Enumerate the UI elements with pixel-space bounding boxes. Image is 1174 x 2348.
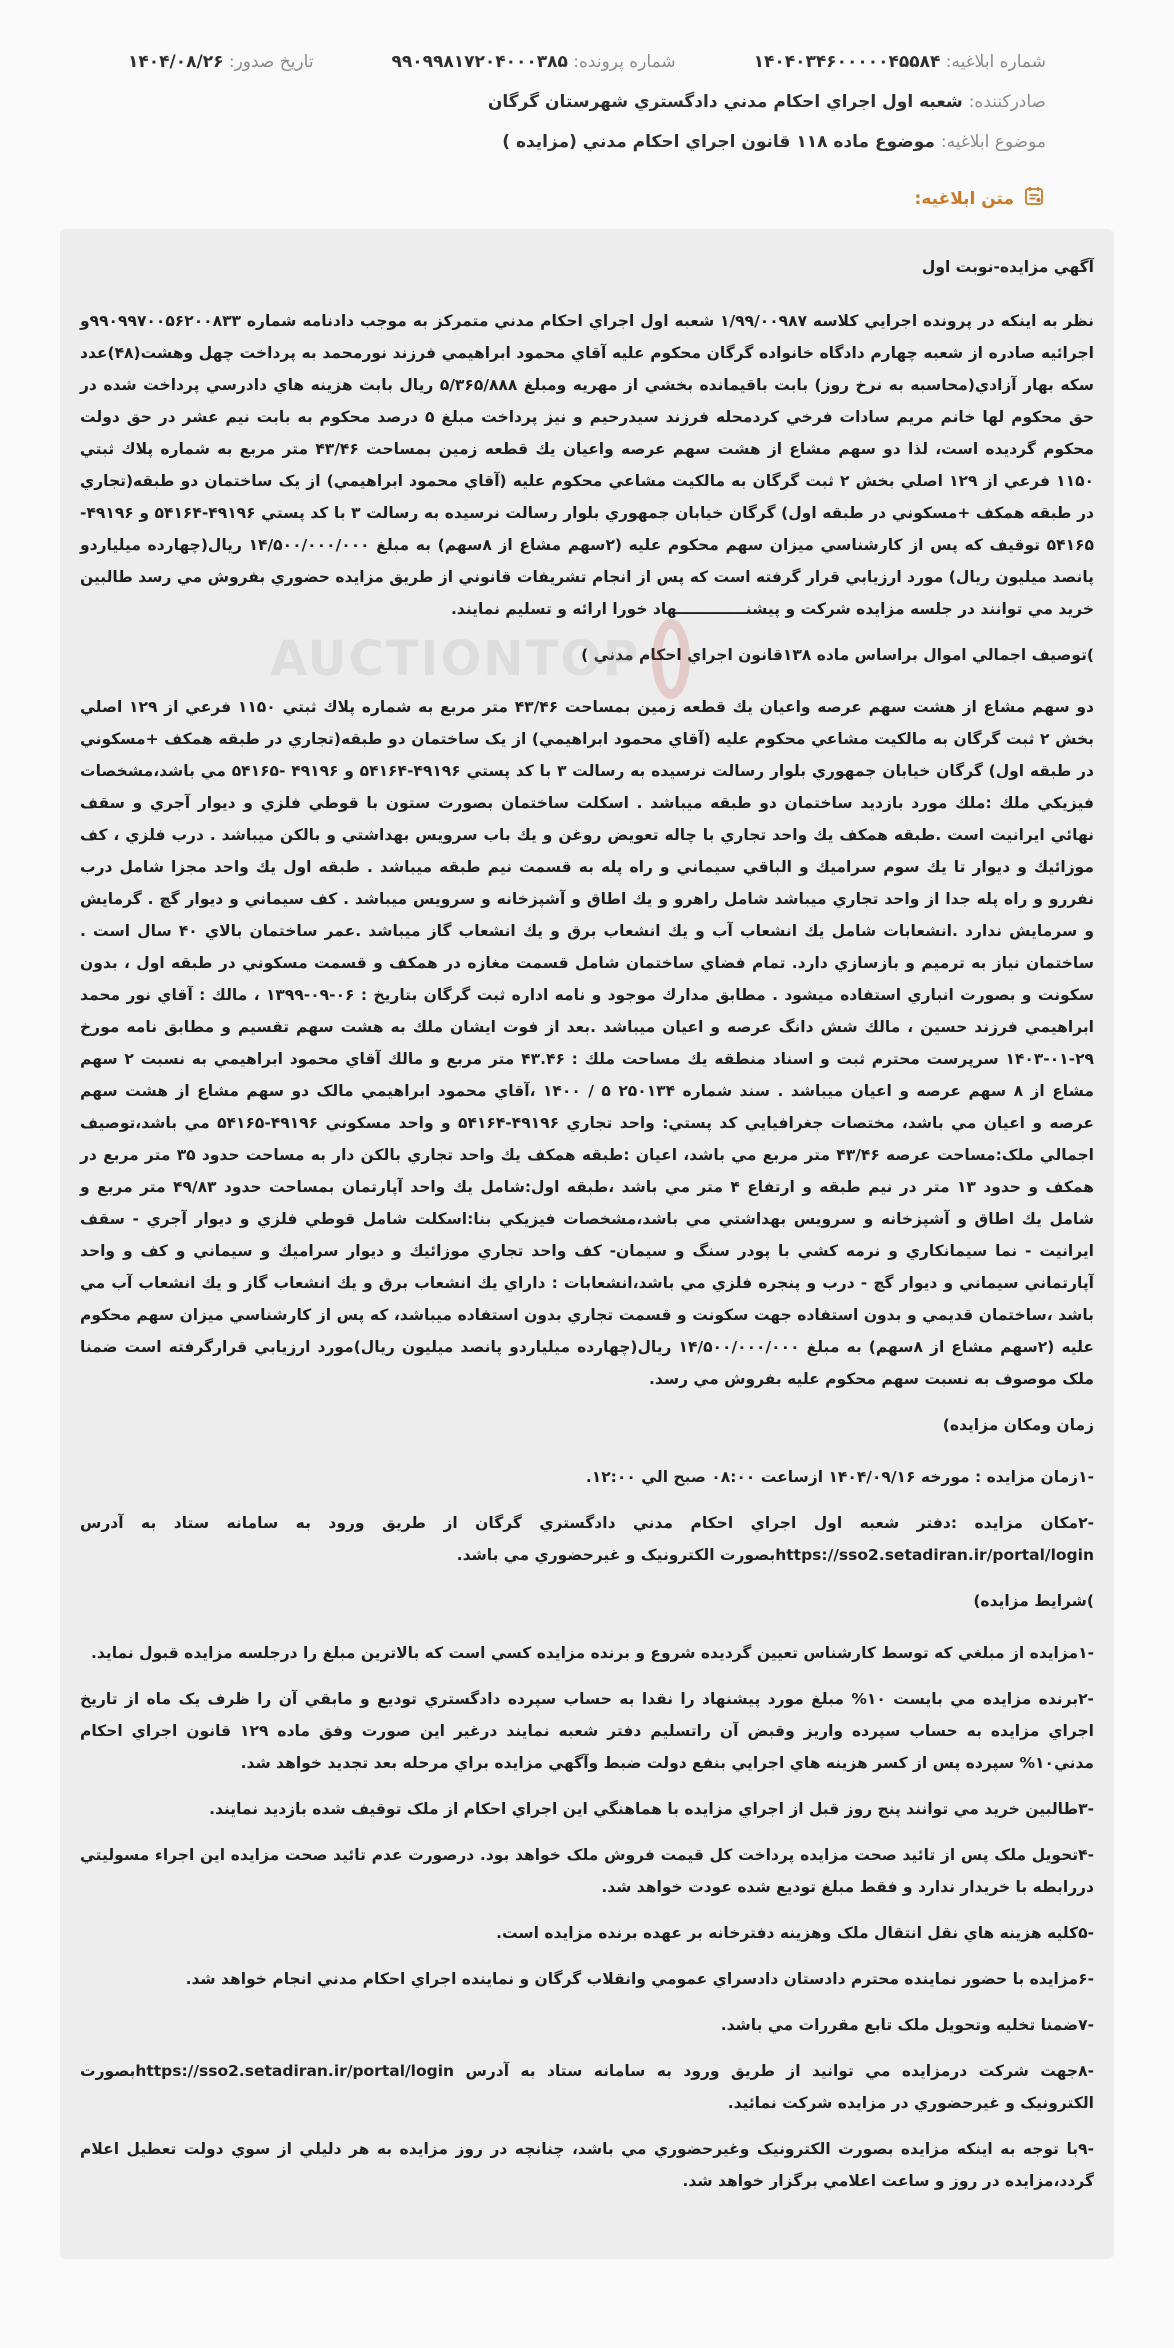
watermark-text: AUCTIONTOP xyxy=(270,631,641,687)
condition-item-4: -۴تحويل ملک پس از تائيد صحت مزايده پرداخت کل قيمت فروش ملک خواهد بود. درصورت عدم تائيد صحت مزايده اين اجراء مسوليتي دررابطه با خريدار ندارد و فقط مبلغ توديع شده عودت خواهد شد. xyxy=(80,1846,1094,1896)
case-number-value: ۹۹۰۹۹۸۱۷۲۰۴۰۰۰۳۸۵ xyxy=(391,52,568,72)
condition-item-9: -۹با توجه به اينکه مزايده بصورت الکترونيک وغيرحضوري مي باشد، چنانچه در روز مزايده به هر دليلي از سوي دولت تعطيل اعلام گردد،مزايده در روز و ساعت اعلامي برگزار خواهد شد. xyxy=(80,2140,1094,2190)
notice-number-label: شماره ابلاغيه: xyxy=(945,52,1046,72)
time-item: -۱زمان مزايده : مورخه ۱۴۰۴/۰۹/۱۶ ازساعت ۰۸:۰۰ صبح الي ۱۲:۰۰. xyxy=(585,1468,1094,1486)
case-number-label: شماره پرونده: xyxy=(573,52,676,72)
issuer-value: شعبه اول اجراي احكام مدني دادگستري شهرستان گرگان xyxy=(487,92,963,112)
paragraph-description: دو سهم مشاع از هشت سهم عرصه واعيان يك قطعه زمين بمساحت ۴۳/۴۶ متر مربع به شماره پلاك ثبتي ۱۱۵۰ فرعي از ۱۲۹ اصلي بخش ۲ ثبت گرگان به مالكيت مشاعي محکوم عليه (آقاي محمود ابراهيمي) از يک ساختمان دو طبقه(تجاري در طبقه همکف +مسکوني در طبقه اول) گرگان خيابان جمهوري بلوار رسالت نرسيده به رسالت ۳ با کد پستي ۴۹۱۹۶-۵۴۱۶۴ و ۴۹۱۹۶ -۵۴۱۶۵ مي باشد،مشخصات فيزيکي ملك :ملك مورد بازديد ساختمان دو طبقه ميباشد . اسكلت ساختمان بصورت ستون با قوطي فلزي و ديوار آجري و سقف نهائي ايرانيت است .طبقه همكف يك واحد تجاري با چاله تعويض روغن و يك باب سرويس بهداشتي و بالكن ميباشد . درب فلزي ، كف موزائيك و ديوار تا يك سوم سراميك و الباقي سيماني و راه پله به قسمت نيم طبقه ميباشد . طبقه اول يك واحد مجزا شامل درب نفررو و راه پله جدا از واحد تجاري ميباشد شامل راهرو و يك اطاق و آشپزخانه و سرويس ميباشد . كف سيماني و ديوار گچ . گرمايش و سرمايش ندارد .انشعابات شامل يك انشعاب آب و يك انشعاب برق و يك انشعاب گاز ميباشد .عمر ساختمان بالاي ۴۰ سال است . ساختمان نياز به ترميم و بازسازي دارد. تمام فضاي ساختمان شامل قسمت مغازه در همكف و قسمت مسكوني در طبقه اول ، بدون سكونت و بصورت انباري استفاده ميشود . مطابق مدارك موجود و نامه اداره ثبت گرگان بتاريخ : ۰۶-۰۹-۱۳۹۹ ، مالك : آقاي نور محمد ابراهيمي فرزند حسين ، مالك شش دانگ عرصه و اعيان ميباشد .بعد از فوت ايشان ملك به هشت سهم تقسيم و مطابق نامه مورخ ۲۹-۰۱-۱۴۰۳ سرپرست محترم ثبت و اسناد منطقه يك مساحت ملك : ۴۳.۴۶ متر مربع و مالك آقاي محمود ابراهيمي به نسبت ۲ سهم مشاع از ۸ سهم عرصه و اعيان ميباشد . سند شماره ۲۵۰۱۳۴ ۵ / ۱۴۰۰ ،آقاي محمود ابراهيمي مالک دو سهم مشاع از هشت سهم عرصه و اعيان مي باشد، مختصات جغرافيايي کد پستي: واحد تجاري ۴۹۱۹۶-۵۴۱۶۴ و واحد مسکوني ۴۹۱۹۶-۵۴۱۶۵ مي باشد،توصيف اجمالي ملک:مساحت عرصه ۴۳/۴۶ متر مربع مي باشد، اعيان :طبقه همکف يك واحد تجاري بالكن دار به مساحت حدود ۳۵ متر مربع در همکف و حدود ۱۳ متر در نيم طبقه و ارتفاع ۴ متر مي باشد ،طبقه اول:شامل يك واحد آپارتمان بمساحت حدود ۴۹/۸۳ متر مربع و شامل يك اطاق و آشپزخانه و سرويس بهداشتي مي باشد،مشخصات فيزيکي بنا:اسکلت شامل قوطي فلزي و ديوار آجري - سقف ايرانيت - نما سيمانكاري و نرمه كشي با پودر سنگ و سيمان- كف واحد تجاري موزائيك و ديوار سراميك و سيماني و كف و واحد آپارتماني سيماني و ديوار گچ - درب و پنجره فلزي مي باشد،انشعابات : داراي يك انشعاب برق و يك انشعاب گاز و يك انشعاب آب مي باشد ،ساختمان قديمي و بدون استفاده جهت سكونت و قسمت تجاري بدون استفاده ميباشد، كه پس از كارشناسي ميزان سهم محکوم عليه (۲سهم مشاع از ۸سهم) به مبلغ ۱۴/۵۰۰/۰۰۰/۰۰۰ ريال(چهارده ميلياردو پانصد ميليون ريال)مورد ارزيابي قرارگرفته است ضمنا ملک موصوف به نسبت سهم محکوم عليه بفروش مي رسد. xyxy=(80,698,1094,1388)
time-place-heading: زمان ومكان مزايده) xyxy=(942,1416,1094,1434)
condition-item-7: -۷ضمنا تخليه وتحويل ملک تابع مقررات مي باشد. xyxy=(720,2016,1094,2034)
notice-text-heading xyxy=(48,184,1046,213)
issuer-line xyxy=(48,82,1126,122)
condition-item-3: -۳طالبين خريد مي توانند پنج روز قبل از اجراي مزايده با هماهنگي اين اجراي احکام از ملک توقيف شده بازديد نمايند. xyxy=(209,1800,1094,1818)
notice-document-icon xyxy=(1022,184,1046,213)
condition-item-1: -۱مزايده از مبلغي که توسط کارشناس تعيين گرديده شروع و برنده مزايده کسي است که بالاترين مبلغ را درجلسه مزايده قبول نمايد. xyxy=(91,1644,1094,1662)
subject-line xyxy=(48,122,1126,162)
conditions-heading: )شرايط مزايده) xyxy=(973,1592,1094,1610)
subject-value: موضوع ماده ۱۱۸ قانون اجراي احكام مدني (مزايده ) xyxy=(502,132,935,152)
notice-body-card xyxy=(60,229,1114,2259)
notice-number-value: ۱۴۰۴۰۳۴۶۰۰۰۰۰۴۵۵۸۴ xyxy=(753,52,941,72)
issue-date xyxy=(128,52,314,72)
description-heading: )توصيف اجمالي اموال براساس ماده ۱۳۸قانون اجراي احكام مدني ) xyxy=(581,646,1094,664)
watermark-logo xyxy=(270,614,690,704)
condition-item-8: -۸جهت شرکت درمزايده مي توانيد از طريق ورود به سامانه ستاد به آدرس https://sso2.setadiran.ir/portal/loginبصورت الکترونيک و غيرحضوري در مزايده شرکت نمائيد. xyxy=(80,2062,1094,2112)
meta-row xyxy=(48,52,1126,82)
condition-item-2: -۲برنده مزايده مي بايست ۱۰% مبلغ مورد پيشنهاد را نقدا به حساب سپرده دادگستري توديع و مابقي آن را ظرف يک ماه از تاريخ اجراي مزايده به حساب سپرده واريز وقبض آن راتسليم دفتر شعبه نمايند درغير اين صورت وفق ماده ۱۲۹ قانون اجراي احکام مدني۱۰% سپرده پس از کسر هزينه هاي اجرايي بنفع دولت ضبط وآگهي مزايده براي مرحله بعد تجديد خواهد شد. xyxy=(80,1690,1094,1772)
condition-item-5: -۵کليه هزينه هاي نقل انتقال ملک وهزينه دفترخانه بر عهده برنده مزايده است. xyxy=(496,1924,1094,1942)
issuer-label: صادرکننده: xyxy=(968,92,1046,112)
issue-date-value: ۱۴۰۴/۰۸/۲۶ xyxy=(128,52,224,72)
paragraph-intro: نظر به اينکه در پرونده اجرايي کلاسه ۱/۹۹/۰۰۹۸۷ شعبه اول اجراي احکام مدني متمرکز به موجب دادنامه شماره ۹۹۰۹۹۷۰۰۵۶۲۰۰۸۳۳و اجرائيه صادره از شعبه چهارم دادگاه خانواده گرگان محکوم عليه آقاي محمود ابراهيمي فرزند نورمحمد به پرداخت چهل وهشت(۴۸)عدد سکه بهار آزادي(محاسبه به نرخ روز) بابت باقيمانده بخشي از مهريه ومبلغ ۵/۳۶۵/۸۸۸ ريال بابت هزينه هاي دادرسي پرداخت شده در حق محکوم لها خانم مريم سادات فرخي کردمحله فرزند سيدرحيم و نيز پرداخت مبلغ ۵ درصد محکوم به بابت نيم عشر در حق دولت محکوم گرديده است، لذا دو سهم مشاع از هشت سهم عرصه واعيان يك قطعه زمين بمساحت ۴۳/۴۶ متر مربع به شماره پلاك ثبتي ۱۱۵۰ فرعي از ۱۲۹ اصلي بخش ۲ ثبت گرگان به مالكيت مشاعي محکوم عليه (آقاي محمود ابراهيمي) از يک ساختمان دو طبقه(تجاري در طبقه همکف +مسکوني در طبقه اول) گرگان خيابان جمهوري بلوار رسالت نرسيده به رسالت ۳ با کد پستي ۴۹۱۹۶-۵۴۱۶۴ و ۴۹۱۹۶- ۵۴۱۶۵ توقيف که پس از کارشناسي ميزان سهم محكوم عليه (۲سهم مشاع از ۸سهم) به مبلغ ۱۴/۵۰۰/۰۰۰/۰۰۰ ريال(چهارده ميلياردو پانصد ميليون ريال) مورد ارزيابي قرار گرفته است که پس از انجام تشريفات قانوني از طريق مزايده حضوري بفروش مي رسد طالبين خريد مي توانند در جلسه مزايده شرکت و پيشنـــــــــــــهاد خورا ارائه و تسليم نمايند. xyxy=(80,312,1095,618)
condition-item-6: -۶مزايده با حضور نماينده محترم دادستان دادسراي عمومي وانقلاب گرگان و نماينده اجراي احكام مدني انجام خواهد شد. xyxy=(185,1970,1094,1988)
notice-title: آگهي مزايده-نوبت اول xyxy=(921,258,1094,276)
notice-text-title: متن ابلاغيه: xyxy=(914,188,1014,209)
place-item: -۲مکان مزايده :دفتر شعبه اول اجراي احکام مدني دادگستري گرگان از طريق ورود به سامانه ستاد به آدرس https://sso2.setadiran.ir/portal/loginبصورت الکترونيک و غيرحضوري مي باشد. xyxy=(80,1514,1094,1564)
case-number xyxy=(391,52,675,72)
subject-label: موضوع ابلاغيه: xyxy=(940,132,1046,152)
notice-number xyxy=(754,52,1046,72)
issue-date-label: تاريخ صدور: xyxy=(228,52,314,72)
watermark-circle-icon xyxy=(652,619,690,699)
